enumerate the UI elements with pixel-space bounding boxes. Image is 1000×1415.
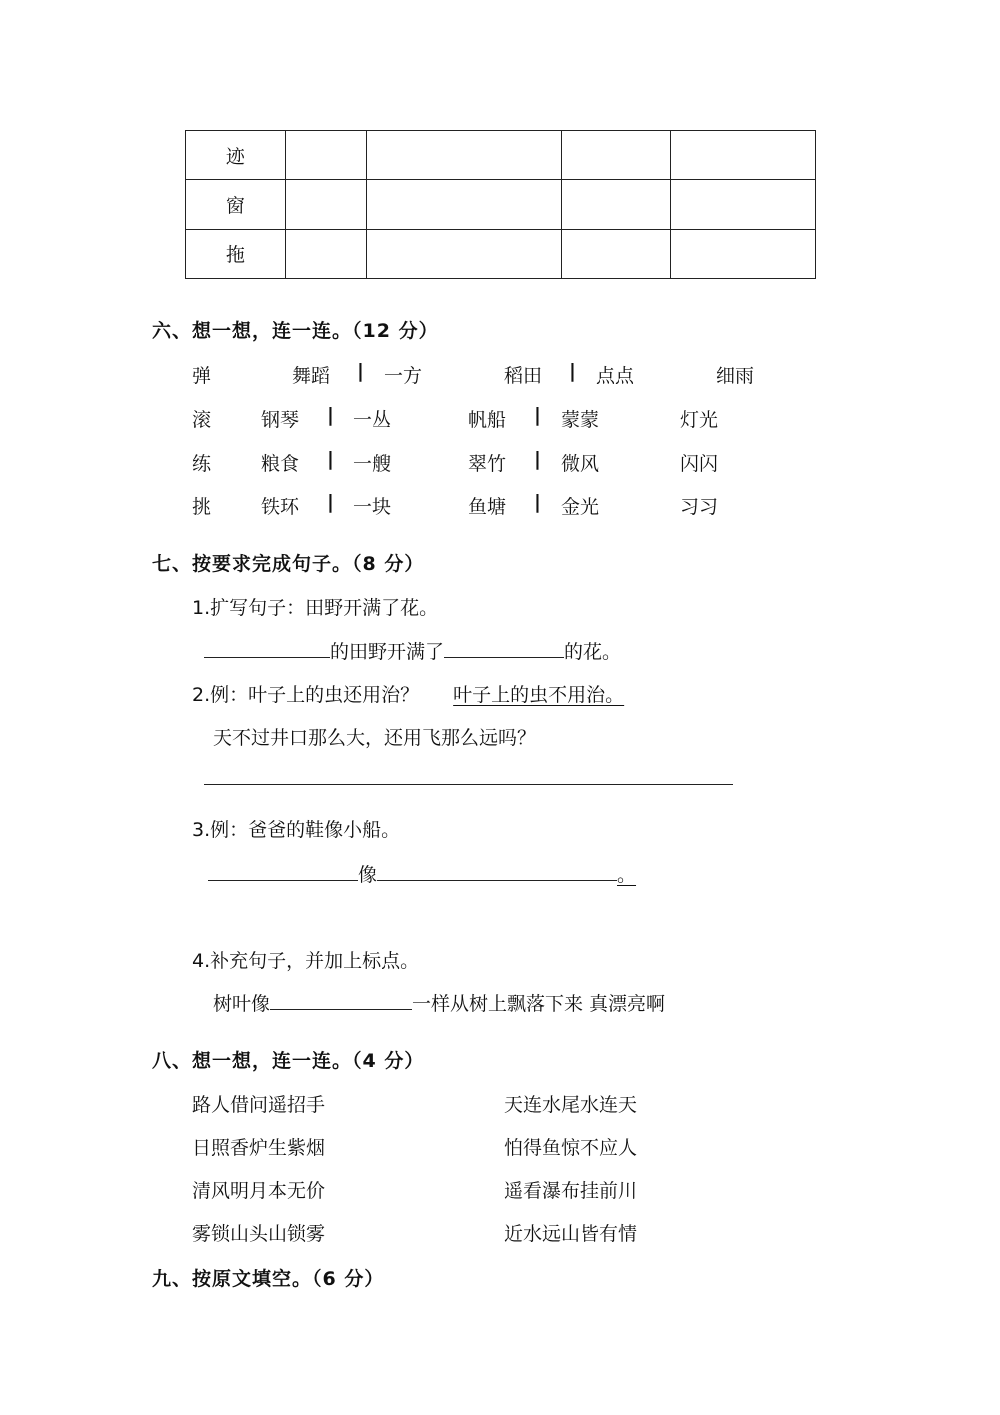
question-4-text-start: 树叶像 [213,993,271,1015]
character-table [185,130,816,279]
separator: | [327,404,334,426]
poem-line-right[interactable]: 近水远山皆有情 [504,1223,638,1245]
section-7-title: 七、按要求完成句子。 [152,553,353,575]
question-4-sentence [213,989,665,1016]
table-row [186,131,816,180]
match-word[interactable]: 钢琴 [261,409,300,431]
table-row [186,180,816,229]
answer-cell[interactable] [562,229,671,278]
answer-cell[interactable] [366,229,562,278]
section-8-heading [152,1046,424,1073]
match-word[interactable]: 铁环 [261,496,300,518]
section-8-title: 八、想一想，连一连。 [152,1050,353,1072]
match-word[interactable]: 一方 [384,365,423,387]
poem-line-right[interactable]: 天连水尾水连天 [504,1094,638,1116]
answer-cell[interactable] [285,131,366,180]
match-word[interactable]: 蒙蒙 [561,409,600,431]
section-7-score: （8 分） [352,553,425,575]
match-word[interactable]: 练 [192,453,212,475]
separator: | [534,491,541,513]
answer-cell[interactable] [366,131,562,180]
match-word[interactable]: 舞蹈 [292,365,331,387]
match-word[interactable]: 一艘 [353,453,392,475]
answer-line[interactable] [204,784,733,785]
match-word[interactable]: 金光 [561,496,600,518]
separator: | [534,448,541,470]
section-9-heading [152,1264,384,1291]
answer-cell[interactable] [671,131,816,180]
poem-line-left[interactable]: 日照香炉生紫烟 [192,1137,326,1159]
match-word[interactable]: 翠竹 [468,453,507,475]
separator: | [327,448,334,470]
table-char-cell: 迹 [186,131,286,180]
question-2-prompt-line [192,680,640,707]
answer-cell[interactable] [285,229,366,278]
question-1-prompt: 1.扩写句子：田野开满了花。 [192,597,439,619]
answer-cell[interactable] [285,180,366,229]
match-word[interactable]: 微风 [561,453,600,475]
separator: | [357,360,364,382]
match-word[interactable]: 粮食 [261,453,300,475]
answer-cell[interactable] [366,180,562,229]
match-word[interactable]: 帆船 [468,409,507,431]
question-3-answer-line [208,860,636,887]
fill-blank[interactable] [444,637,564,658]
answer-cell[interactable] [562,180,671,229]
poem-line-right[interactable]: 怕得鱼惊不应人 [504,1137,638,1159]
match-word[interactable]: 一丛 [353,409,392,431]
question-1-answer-line [204,637,621,664]
question-2-sentence: 天不过井口那么大，还用飞那么远吗？ [213,727,537,749]
fill-blank[interactable] [208,860,358,881]
match-word[interactable]: 稻田 [504,365,543,387]
fill-blank[interactable] [270,989,412,1010]
table-row [186,229,816,278]
section-8-score: （4 分） [352,1050,425,1072]
question-4-text-rest: 一样从树上飘落下来 真漂亮啊 [412,993,666,1015]
question-3-text-end: 。 [617,864,637,886]
section-6-score: （12 分） [352,320,439,342]
answer-cell[interactable] [671,229,816,278]
section-6-heading [152,316,439,343]
fill-blank[interactable] [377,860,617,881]
poem-line-left[interactable]: 清风明月本无价 [192,1180,326,1202]
separator: | [534,404,541,426]
section-9-title: 九、按原文填空。 [152,1268,313,1290]
match-word[interactable]: 点点 [596,365,635,387]
question-3-text-mid: 像 [358,864,378,886]
match-word[interactable]: 弹 [192,365,212,387]
table-char-cell: 拖 [186,229,286,278]
section-9-score: （6 分） [312,1268,385,1290]
match-word[interactable]: 滚 [192,409,212,431]
match-word[interactable]: 细雨 [716,365,755,387]
question-2-prompt: 2.例：叶子上的虫还用治？ [192,684,420,706]
poem-line-left[interactable]: 路人借问遥招手 [192,1094,326,1116]
table-char-cell: 窗 [186,180,286,229]
question-2-example-answer: 叶子上的虫不用治。 [453,684,625,706]
match-word[interactable]: 灯光 [680,409,719,431]
answer-cell[interactable] [562,131,671,180]
question-3-prompt: 3.例：爸爸的鞋像小船。 [192,819,401,841]
question-1-text-b: 的花。 [564,641,622,663]
answer-cell[interactable] [671,180,816,229]
match-word[interactable]: 鱼塘 [468,496,507,518]
match-word[interactable]: 挑 [192,496,212,518]
poem-line-left[interactable]: 雾锁山头山锁雾 [192,1223,326,1245]
section-6-title: 六、想一想，连一连。 [152,320,353,342]
fill-blank[interactable] [204,637,330,658]
separator: | [327,491,334,513]
question-4-prompt: 4.补充句子，并加上标点。 [192,950,420,972]
section-7-heading [152,549,424,576]
match-word[interactable]: 闪闪 [680,453,719,475]
question-1-text-a: 的田野开满了 [330,641,445,663]
match-word[interactable]: 一块 [353,496,392,518]
poem-line-right[interactable]: 遥看瀑布挂前川 [504,1180,638,1202]
match-word[interactable]: 习习 [680,496,719,518]
separator: | [569,360,576,382]
